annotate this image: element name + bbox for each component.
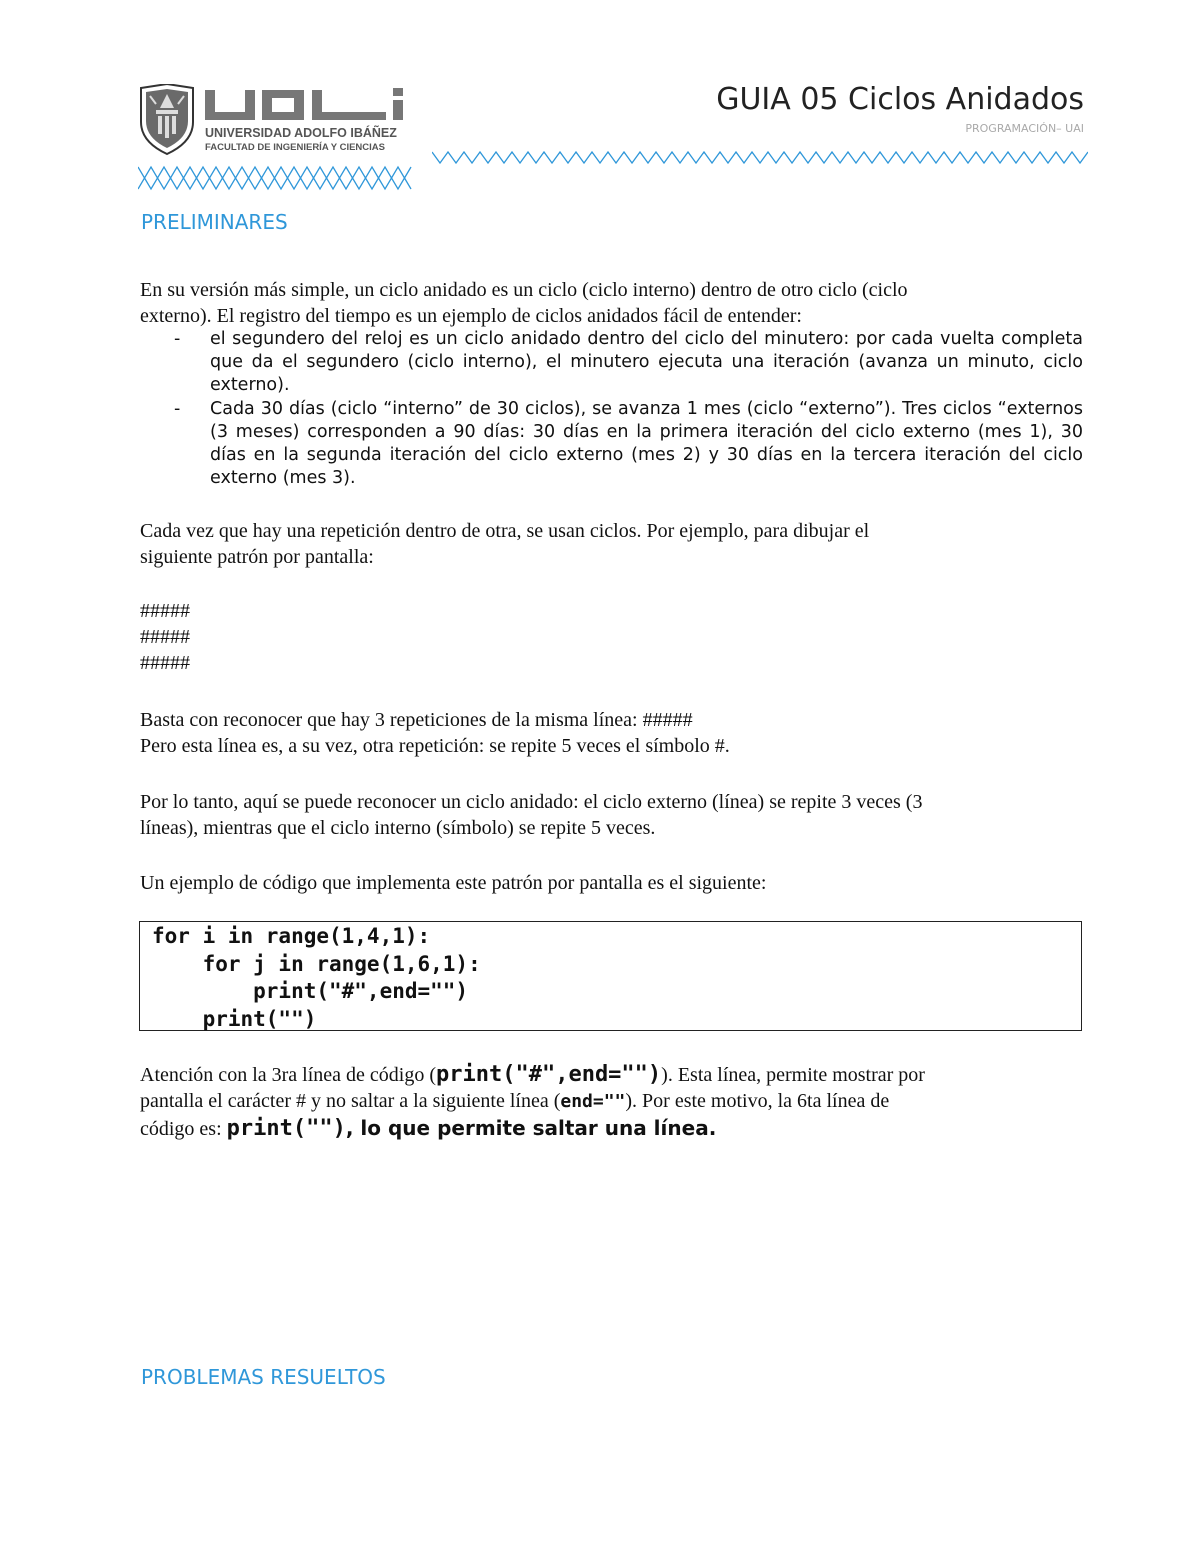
bullet-text: Cada 30 días (ciclo “interno” de 30 ciclos), se avanza 1 mes (ciclo “externo”). Tres ciclos “externos (3 meses) corresponden a 90 días: 30 días en la primera iteración del ciclo externo (mes 1), 30 días en la segunda iteración del ciclo externo (mes 2) y 30 días en la tercera iteración del ciclo externo (mes 3). [210,398,1083,489]
attention-paragraph [140,1062,1080,1142]
text-span: ). Por este motivo, la 6ta línea de [625,1090,890,1112]
paragraph-line: líneas), mientras que el ciclo interno (símbolo) se repite 5 veces. [140,817,656,839]
paragraph-line [140,1115,1080,1142]
paragraph-line: Por lo tanto, aquí se puede reconocer un ciclo anidado: el ciclo externo (línea) se repite 3 veces (3 [140,791,923,813]
paragraph-line: Basta con reconocer que hay 3 repeticiones de la misma línea: ##### [140,709,693,731]
document-subtitle: PROGRAMACIÓN– UAI [965,122,1084,135]
bullet-dash: - [174,329,181,349]
bullet-list [140,328,1083,490]
text-span: , lo que permite saltar una línea. [345,1116,717,1140]
intro-line: externo). El registro del tiempo es un ejemplo de ciclos anidados fácil de entender: [140,305,802,327]
repeat-intro-paragraph [140,518,1080,570]
pattern-line: ##### [140,652,190,674]
section-heading-problemas-resueltos: PROBLEMAS RESUELTOS [141,1365,386,1389]
document-title: GUIA 05 Ciclos Anidados [716,82,1084,117]
paragraph-line [140,1088,1080,1115]
pattern-line: ##### [140,626,190,648]
bullet-text: el segundero del reloj es un ciclo anidado dentro del ciclo del minutero: por cada vuelta completa que da el segundero (ciclo interno), el minutero ejecuta una iteración (avanza un minuto, ciclo externo). [210,329,1083,396]
paragraph-line: Un ejemplo de código que implementa este patrón por pantalla es el siguiente: [140,872,767,894]
decorative-zigzag-left [138,165,418,191]
decorative-zigzag-right [432,148,1088,166]
crest-icon [141,84,193,154]
university-logo [138,84,413,156]
logo-faculty-name: FACULTAD DE INGENIERÍA Y CIENCIAS [205,142,385,153]
text-span: código es: [140,1118,227,1140]
code-intro-paragraph [140,870,1080,896]
code-block [139,921,1082,1031]
section-heading-preliminares: PRELIMINARES [141,210,288,234]
paragraph-line [140,1062,1080,1088]
list-item [140,328,1083,398]
pattern-line: ##### [140,600,190,622]
list-item [140,398,1083,491]
hash-pattern [140,598,1080,676]
text-span: pantalla el carácter # y no saltar a la siguiente línea ( [140,1090,561,1112]
inline-code: print("") [226,1116,346,1141]
intro-paragraph [140,277,1080,329]
paragraph-line: Pero esta línea es, a su vez, otra repetición: se repite 5 veces el símbolo #. [140,735,730,757]
inline-code: print("#",end="") [436,1062,662,1087]
intro-line: En su versión más simple, un ciclo anidado es un ciclo (ciclo interno) dentro de otro ciclo (ciclo [140,279,908,301]
explanation-paragraph-1 [140,707,1080,759]
code-text: for i in range(1,4,1): for j in range(1,6,1): print("#",end="") print("") [152,924,481,1031]
inline-code: end="" [560,1091,626,1112]
bullet-dash: - [174,398,181,419]
paragraph-line: siguiente patrón por pantalla: [140,546,374,568]
uai-monogram [205,88,403,120]
text-span: ). Esta línea, permite mostrar por [661,1064,925,1086]
text-span: Atención con la 3ra línea de código ( [140,1064,436,1086]
paragraph-line: Cada vez que hay una repetición dentro de otra, se usan ciclos. Por ejemplo, para dibujar el [140,520,870,542]
logo-university-name: UNIVERSIDAD ADOLFO IBÁÑEZ [205,126,397,140]
explanation-paragraph-2 [140,789,1080,841]
